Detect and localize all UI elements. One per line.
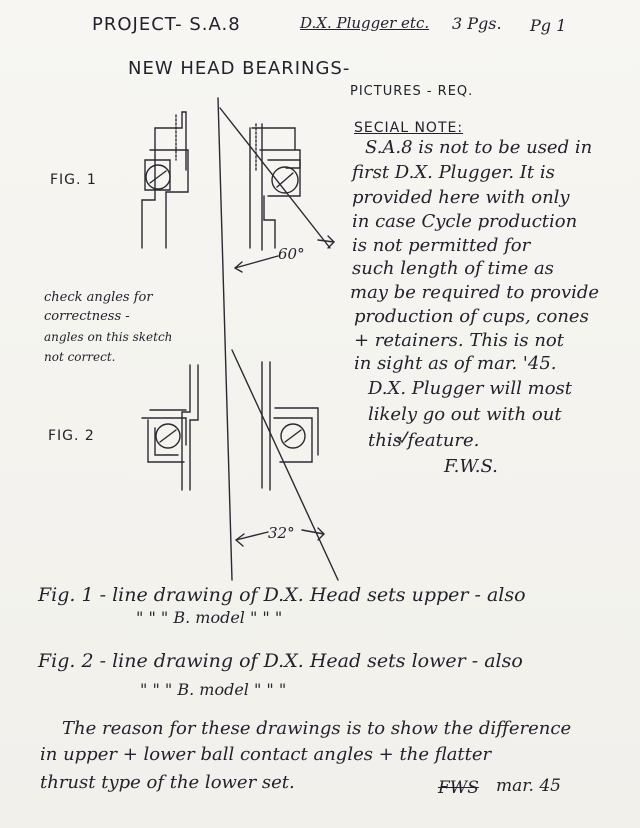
note-line: first D.X. Plugger. It is (352, 162, 555, 183)
note-signature: F.W.S. (444, 456, 498, 477)
note-line: production of cups, cones (354, 306, 589, 327)
dx-plugger-note: D.X. Plugger etc. (300, 14, 430, 32)
fig2-contact-line (232, 350, 338, 580)
page-number: Pg 1 (530, 16, 567, 35)
note-line: D.X. Plugger will most (368, 378, 573, 399)
fig1-label: FIG. 1 (50, 172, 97, 188)
fig2-right-bearing (262, 362, 318, 490)
note-line: provided here with only (352, 187, 570, 208)
feature-check-mark (398, 432, 408, 442)
note-line: in case Cycle production (352, 211, 578, 232)
side-note-line: correctness - (44, 309, 130, 324)
pictures-required: PICTURES - REQ. (350, 84, 474, 99)
fig1-caption: Fig. 1 - line drawing of D.X. Head sets upper - also (38, 584, 526, 606)
fig2-caption: Fig. 2 - line drawing of D.X. Head sets lower - also (38, 650, 523, 672)
note-line: + retainers. This is not (354, 330, 565, 351)
closing-line: The reason for these drawings is to show the difference (62, 718, 572, 739)
angle-32-label: 32° (268, 524, 295, 542)
side-note-line: not correct. (44, 350, 116, 364)
fig1-caption-ditto: " " " B. model " " " (136, 608, 283, 627)
side-note-line: check angles for (44, 290, 153, 305)
note-line: S.A.8 is not to be used in (365, 137, 593, 158)
note-line: likely go out with out (368, 404, 562, 425)
side-note-line: angles on this sketch (44, 330, 173, 344)
project-title: PROJECT- S.A.8 (92, 14, 241, 35)
page-count: 3 Pgs. (452, 14, 502, 33)
document-heading: NEW HEAD BEARINGS- (128, 58, 351, 79)
note-line: may be required to provide (350, 282, 600, 303)
closing-date: mar. 45 (496, 776, 561, 796)
note-line: in sight as of mar. '45. (354, 353, 557, 374)
angle-60-label: 60° (278, 245, 305, 263)
fig2-left-bearing (142, 365, 198, 490)
closing-line: in upper + lower ball contact angles + the flatter (40, 744, 492, 765)
fig1-right-bearing (250, 124, 300, 250)
note-line: this feature. (368, 430, 480, 451)
fig-centerline (218, 98, 232, 580)
fig2-caption-ditto: " " " B. model " " " (140, 680, 287, 699)
special-note-heading: SECIAL NOTE: (354, 120, 464, 136)
closing-signature: FWS (438, 778, 479, 798)
note-line: is not permitted for (352, 235, 531, 256)
closing-line: thrust type of the lower set. (40, 772, 295, 793)
fig2-label: FIG. 2 (48, 428, 95, 444)
note-line: such length of time as (352, 258, 554, 279)
fig1-left-bearing (142, 112, 188, 248)
